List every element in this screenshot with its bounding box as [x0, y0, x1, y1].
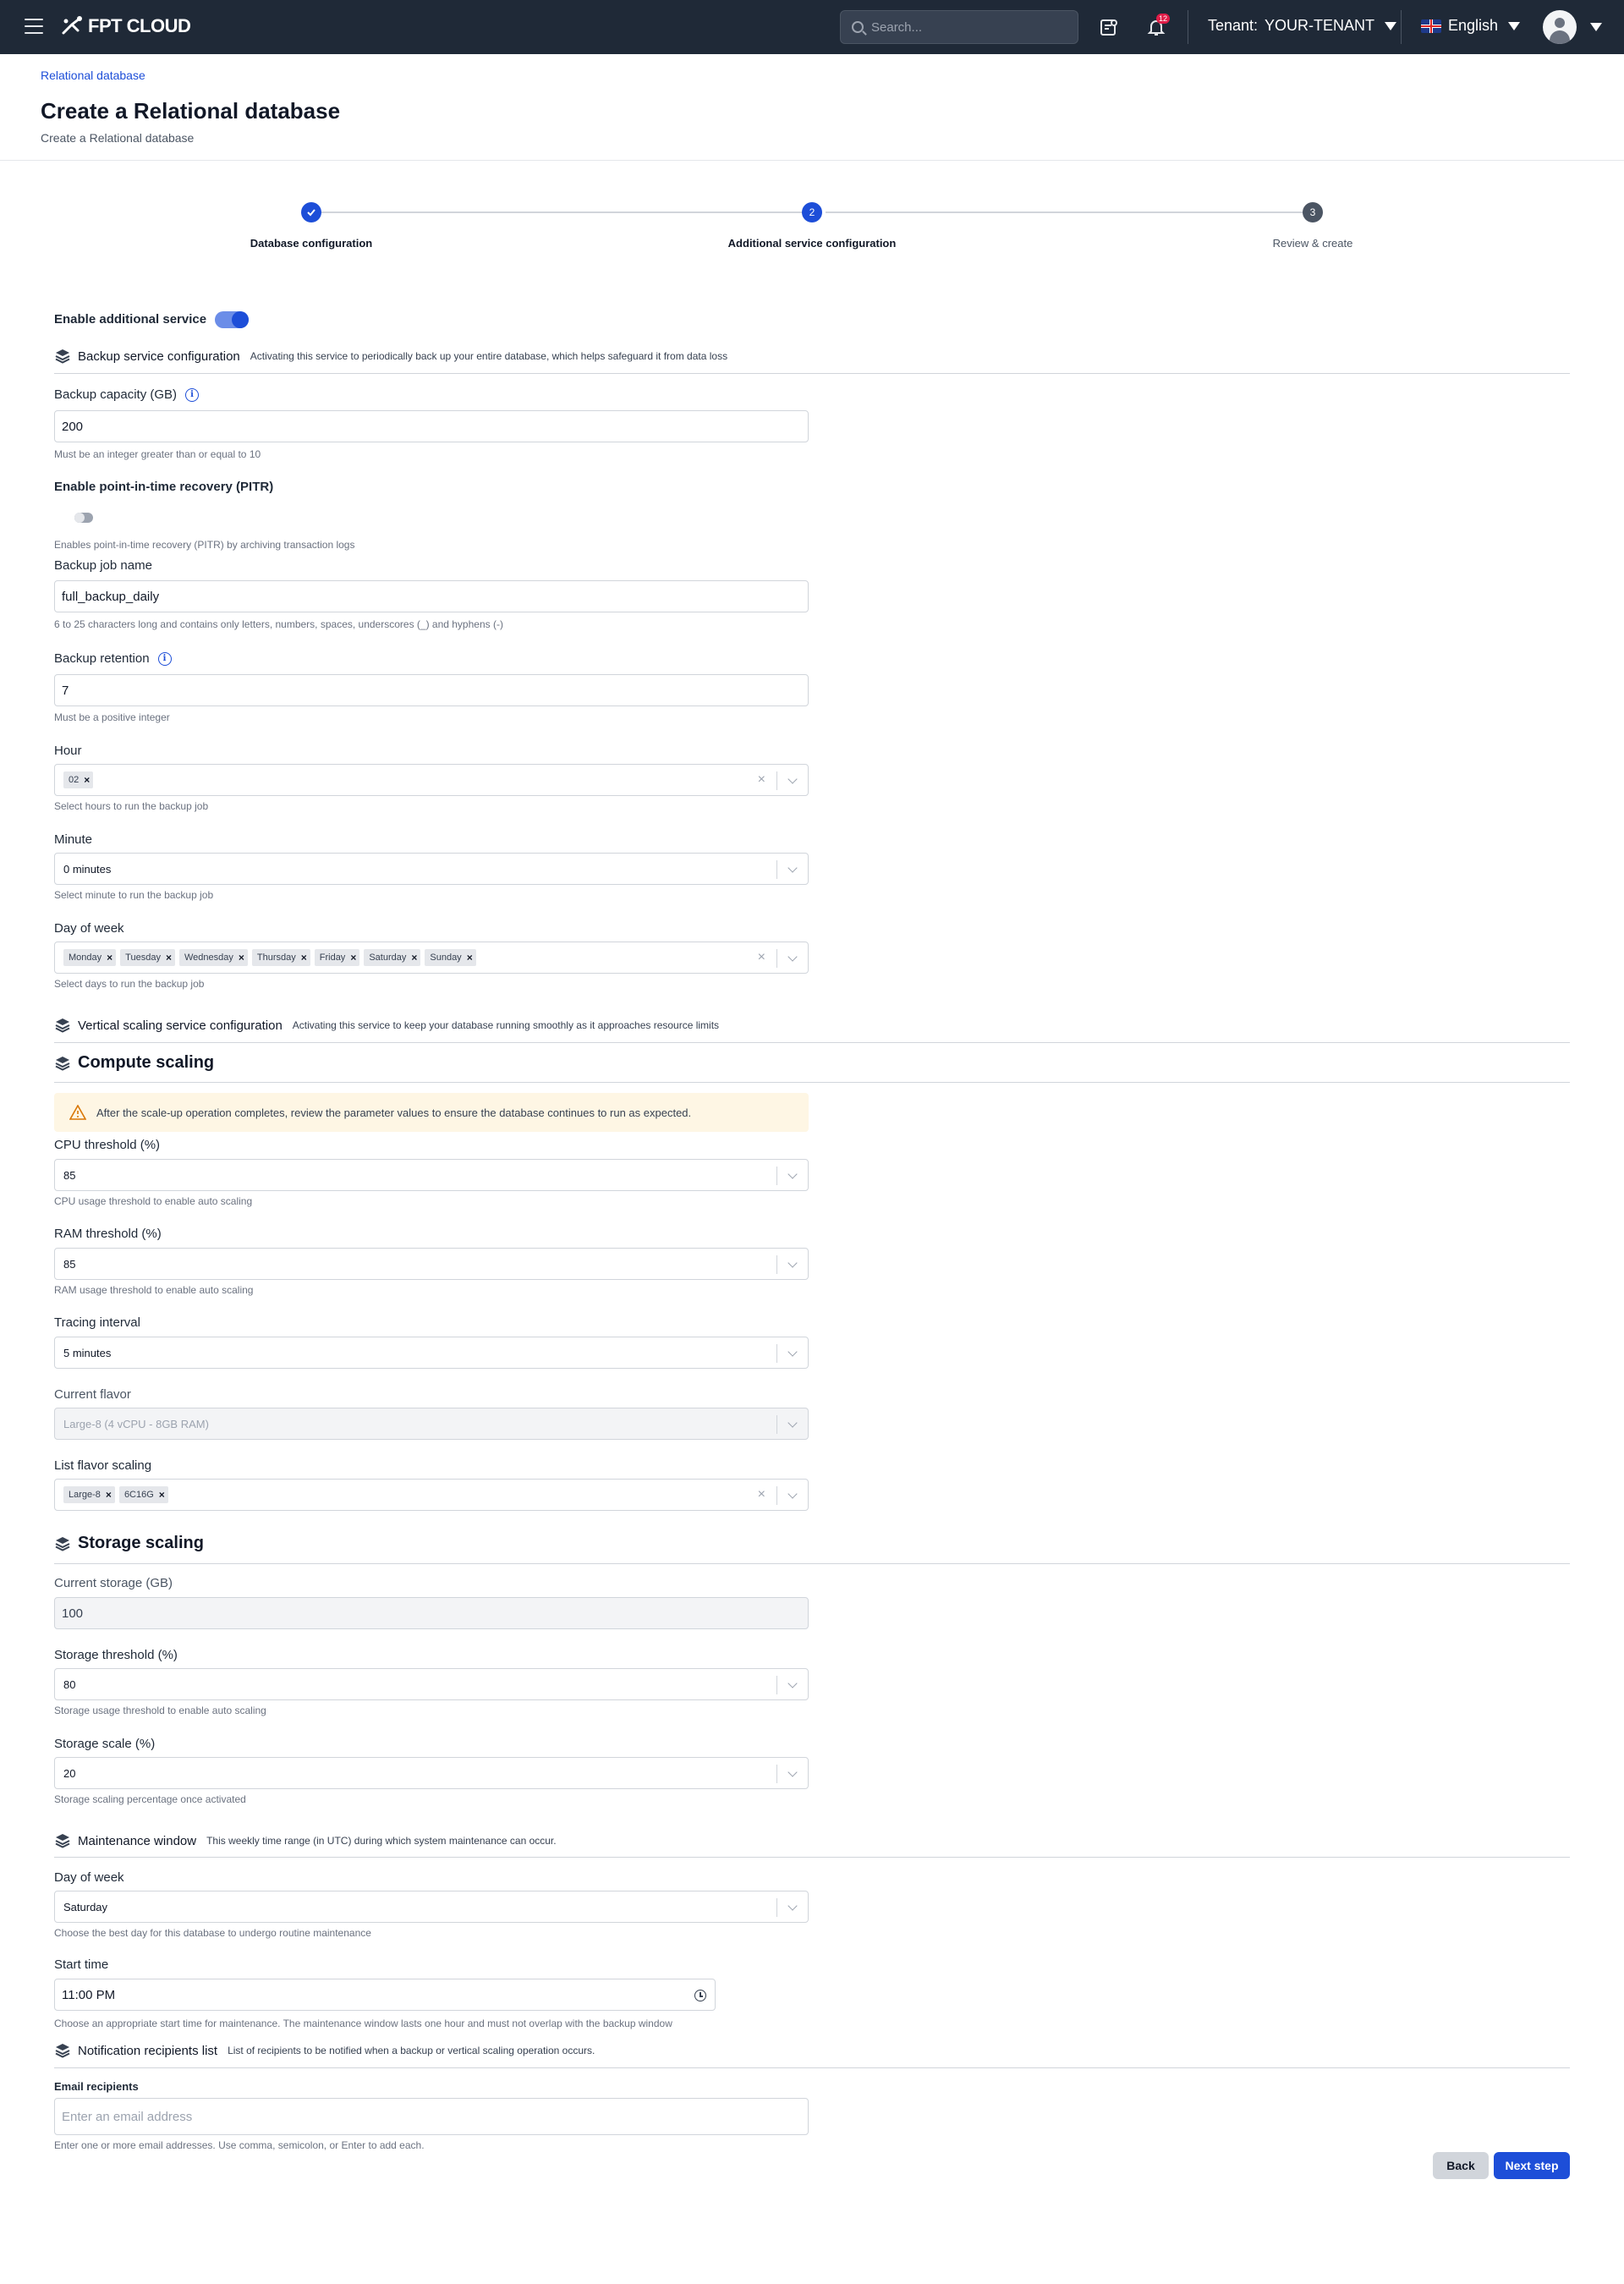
- search-input[interactable]: [871, 20, 1057, 35]
- cpu-threshold-select[interactable]: 85: [54, 1159, 809, 1191]
- flavor-chip: Large-8 ×: [63, 1486, 115, 1503]
- start-time-help: Choose an appropriate start time for maintenance. The maintenance window lasts one hour and must not overlap with the backup window: [54, 2018, 672, 2029]
- section-divider: [54, 1563, 1570, 1564]
- ram-threshold-select[interactable]: 85: [54, 1248, 809, 1280]
- minute-help: Select minute to run the backup job: [54, 889, 214, 901]
- minute-label: Minute: [54, 832, 93, 847]
- day-of-week-label: Day of week: [54, 921, 124, 936]
- breadcrumb[interactable]: Relational database: [41, 69, 145, 82]
- layers-icon: [54, 1832, 71, 1849]
- tracing-interval-select[interactable]: 5 minutes: [54, 1337, 809, 1369]
- retention-label: Backup retention i: [54, 651, 172, 666]
- remove-chip-icon[interactable]: ×: [411, 952, 418, 964]
- notification-badge: 12: [1156, 14, 1170, 24]
- layers-icon: [54, 1535, 71, 1552]
- flavor-chip: 6C16G ×: [119, 1486, 168, 1503]
- day-chip-sunday: Sunday ×: [425, 949, 475, 966]
- divider: [1401, 10, 1402, 44]
- warning-text: After the scale-up operation completes, review the parameter values to ensure the database continues to run as expected.: [96, 1106, 692, 1119]
- tenant-value: YOUR-TENANT: [1265, 17, 1375, 34]
- language-selector[interactable]: [1421, 17, 1520, 35]
- compute-section-header: [54, 1053, 214, 1073]
- retention-input[interactable]: 7: [54, 674, 809, 706]
- chevron-down-icon: [787, 1347, 797, 1356]
- chevron-down-icon: [787, 1901, 797, 1910]
- tenant-selector[interactable]: [1208, 17, 1396, 35]
- step-2-circle: 2: [802, 202, 822, 222]
- info-icon[interactable]: i: [185, 388, 199, 402]
- chevron-down-icon: [787, 774, 797, 783]
- notification-section-desc: List of recipients to be notified when a backup or vertical scaling operation occurs.: [228, 2045, 595, 2056]
- email-recipients-field[interactable]: [54, 2098, 809, 2135]
- menu-icon[interactable]: [25, 19, 43, 34]
- minute-select[interactable]: [54, 853, 809, 885]
- step-1-label[interactable]: Database configuration: [250, 237, 373, 250]
- clock-icon[interactable]: [694, 1990, 706, 2001]
- maintenance-day-label: Day of week: [54, 1870, 124, 1885]
- compute-section-title: Compute scaling: [78, 1053, 215, 1072]
- hour-help: Select hours to run the backup job: [54, 800, 209, 812]
- day-chip-saturday: Saturday ×: [364, 949, 420, 966]
- clear-icon[interactable]: ×: [757, 1487, 765, 1502]
- remove-chip-icon[interactable]: ×: [158, 1489, 165, 1501]
- tenant-label: Tenant:: [1208, 17, 1259, 34]
- backup-capacity-input[interactable]: 200: [54, 410, 809, 442]
- remove-chip-icon[interactable]: ×: [350, 952, 357, 964]
- start-time-label: Start time: [54, 1957, 109, 1972]
- day-chip-tuesday: Tuesday ×: [120, 949, 175, 966]
- current-storage-input: 100: [54, 1597, 809, 1629]
- task-icon[interactable]: [1099, 17, 1119, 37]
- section-divider: [54, 1857, 1570, 1858]
- backup-section-title: Backup service configuration: [78, 349, 240, 364]
- logo-text: FPT CLOUD: [88, 15, 191, 36]
- backup-capacity-label: Backup capacity (GB) i: [54, 387, 199, 402]
- vertical-section-desc: Activating this service to keep your database running smoothly as it approaches resource limits: [292, 1019, 720, 1031]
- stepper-connector: [321, 211, 805, 213]
- hour-label: Hour: [54, 744, 82, 758]
- day-of-week-help: Select days to run the backup job: [54, 978, 205, 990]
- ram-threshold-help: RAM usage threshold to enable auto scaling: [54, 1284, 254, 1296]
- header-divider: [0, 160, 1624, 161]
- logo-mark-icon: [61, 15, 83, 37]
- backup-capacity-help: Must be an integer greater than or equal to 10: [54, 448, 261, 460]
- backup-section-desc: Activating this service to periodically back up your entire database, which helps safeguard it from data loss: [250, 350, 728, 362]
- minute-value: 0 minutes: [63, 862, 112, 876]
- top-bar: [0, 0, 1624, 54]
- maintenance-day-help: Choose the best day for this database to undergo routine maintenance: [54, 1927, 371, 1939]
- storage-threshold-select[interactable]: 80: [54, 1668, 809, 1700]
- section-divider: [54, 1082, 1570, 1083]
- email-recipients-help: Enter one or more email addresses. Use comma, semicolon, or Enter to add each.: [54, 2139, 425, 2151]
- chevron-down-icon: [787, 1418, 797, 1427]
- day-chip-monday: Monday ×: [63, 949, 116, 966]
- maintenance-section-title: Maintenance window: [78, 1833, 197, 1848]
- back-button[interactable]: Back: [1433, 2152, 1489, 2179]
- vertical-section-header: [54, 1017, 719, 1034]
- pitr-help: Enables point-in-time recovery (PITR) by archiving transaction logs: [54, 539, 355, 551]
- storage-threshold-help: Storage usage threshold to enable auto scaling: [54, 1705, 266, 1716]
- scale-warning: [54, 1093, 809, 1132]
- vertical-section-title: Vertical scaling service configuration: [78, 1018, 283, 1033]
- remove-chip-icon[interactable]: ×: [238, 952, 244, 964]
- search-icon: [852, 21, 864, 33]
- cpu-threshold-label: CPU threshold (%): [54, 1138, 161, 1152]
- job-name-help: 6 to 25 characters long and contains only letters, numbers, spaces, underscores (_) and hyphens (-): [54, 618, 503, 630]
- caret-down-icon: [1385, 22, 1396, 30]
- enable-service-label: Enable additional service: [54, 312, 207, 327]
- day-chip-friday: Friday ×: [315, 949, 360, 966]
- section-divider: [54, 2067, 1570, 2068]
- remove-chip-icon[interactable]: ×: [105, 1489, 112, 1501]
- logo[interactable]: [61, 15, 190, 37]
- section-divider: [54, 1042, 1570, 1043]
- email-recipients-input[interactable]: [62, 2110, 801, 2124]
- current-flavor-select: Large-8 (4 vCPU - 8GB RAM): [54, 1408, 809, 1440]
- check-icon: [306, 207, 316, 217]
- backup-section-header: [54, 348, 727, 365]
- notification-bell[interactable]: [1146, 14, 1167, 37]
- list-flavor-label: List flavor scaling: [54, 1458, 152, 1473]
- chevron-down-icon: [787, 863, 797, 872]
- search-box[interactable]: [840, 10, 1078, 44]
- start-time-input[interactable]: 11:00 PM: [54, 1979, 716, 2011]
- remove-chip-icon[interactable]: ×: [300, 952, 307, 964]
- ram-threshold-label: RAM threshold (%): [54, 1227, 162, 1241]
- avatar-caret-icon[interactable]: [1590, 23, 1602, 31]
- maintenance-section-header: [54, 1832, 557, 1849]
- cpu-threshold-help: CPU usage threshold to enable auto scaling: [54, 1195, 253, 1207]
- pitr-toggle[interactable]: [74, 513, 93, 523]
- storage-section-header: [54, 1534, 204, 1553]
- email-recipients-label: Email recipients: [54, 2080, 139, 2093]
- page-subtitle: Create a Relational database: [41, 131, 195, 145]
- section-divider: [54, 373, 1570, 374]
- notification-section-title: Notification recipients list: [78, 2043, 218, 2058]
- language-label: English: [1448, 17, 1499, 34]
- chevron-down-icon: [787, 1258, 797, 1267]
- clear-icon[interactable]: ×: [757, 772, 765, 787]
- info-icon[interactable]: i: [158, 652, 172, 666]
- step-1-complete-icon: [301, 202, 321, 222]
- remove-chip-icon[interactable]: ×: [107, 952, 113, 964]
- layers-icon: [54, 348, 71, 365]
- pitr-label: Enable point-in-time recovery (PITR): [54, 480, 274, 494]
- warning-icon: [69, 1105, 86, 1120]
- storage-scale-help: Storage scaling percentage once activated: [54, 1793, 246, 1805]
- storage-threshold-label: Storage threshold (%): [54, 1648, 178, 1662]
- layers-icon: [54, 1017, 71, 1034]
- list-flavor-select[interactable]: [54, 1479, 809, 1511]
- tracing-interval-label: Tracing interval: [54, 1315, 140, 1330]
- current-storage-label: Current storage (GB): [54, 1576, 173, 1590]
- remove-chip-icon[interactable]: ×: [466, 952, 473, 964]
- day-chip-wednesday: Wednesday ×: [179, 949, 248, 966]
- day-chip-thursday: Thursday ×: [252, 949, 310, 966]
- clear-icon[interactable]: ×: [757, 950, 765, 964]
- notification-section-header: [54, 2042, 595, 2059]
- job-name-input[interactable]: full_backup_daily: [54, 580, 809, 612]
- next-step-button[interactable]: Next step: [1494, 2152, 1570, 2179]
- remove-chip-icon[interactable]: ×: [84, 774, 91, 786]
- stepper-connector: [826, 211, 1303, 213]
- maintenance-day-select[interactable]: Saturday: [54, 1891, 809, 1923]
- page-title: Create a Relational database: [41, 98, 341, 124]
- hour-chip: 02 ×: [63, 771, 93, 788]
- storage-scale-select[interactable]: 20: [54, 1757, 809, 1789]
- storage-section-title: Storage scaling: [78, 1534, 204, 1552]
- maintenance-section-desc: This weekly time range (in UTC) during which system maintenance can occur.: [206, 1835, 557, 1847]
- step-2-label[interactable]: Additional service configuration: [727, 237, 897, 250]
- chevron-down-icon: [787, 1767, 797, 1776]
- layers-icon: [54, 1055, 71, 1072]
- caret-down-icon: [1508, 22, 1520, 30]
- current-flavor-label: Current flavor: [54, 1387, 131, 1402]
- uk-flag-icon: [1421, 19, 1441, 33]
- chevron-down-icon: [787, 1169, 797, 1178]
- chevron-down-icon: [787, 1489, 797, 1498]
- step-3-circle: 3: [1303, 202, 1323, 222]
- hour-select[interactable]: [54, 764, 809, 796]
- retention-help: Must be a positive integer: [54, 711, 170, 723]
- chevron-down-icon: [787, 1678, 797, 1688]
- chevron-down-icon: [787, 952, 797, 961]
- enable-service-toggle[interactable]: [215, 311, 249, 328]
- layers-icon: [54, 2042, 71, 2059]
- step-3-label[interactable]: Review & create: [1272, 237, 1353, 250]
- remove-chip-icon[interactable]: ×: [165, 952, 172, 964]
- job-name-label: Backup job name: [54, 558, 152, 573]
- storage-scale-label: Storage scale (%): [54, 1737, 156, 1751]
- avatar[interactable]: [1543, 10, 1577, 44]
- day-of-week-select[interactable]: [54, 942, 809, 974]
